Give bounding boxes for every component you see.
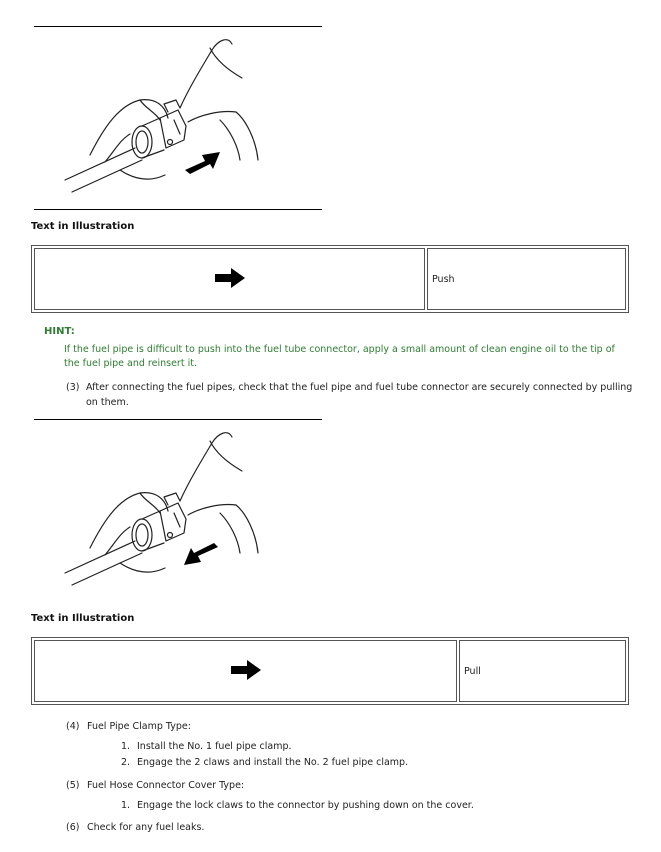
legend-text-push: Push [427,248,626,310]
step5-text: Fuel Hose Connector Cover Type: [87,780,245,791]
step6-text: Check for any fuel leaks. [87,822,205,833]
hint-text: If the fuel pipe is difficult to push into the fuel tube connector, apply a small amount of clean engine oil to the tip of the fuel pipe and reinsert it. [64,344,615,369]
legend-symbol-cell [34,640,457,702]
figure2-top-rule [34,419,322,420]
step5-substep-1-text: Engage the lock claws to the connector by pushing down on the cover. [137,800,474,811]
legend-symbol-cell [34,248,425,310]
push-arrow-icon [185,152,220,174]
right-arrow-icon [231,660,261,680]
figure1-top-rule [34,26,322,27]
legend-table-1 [31,245,629,313]
step3-number: (3) [66,382,80,393]
section2-title: Text in Illustration [31,613,135,624]
step5-number: (5) [66,780,80,791]
step4-number: (4) [66,721,80,732]
step4-substep-2-num: 2. [121,757,131,768]
figure2-pull-illustration [60,423,260,598]
step6-number: (6) [66,822,80,833]
section1-title: Text in Illustration [31,221,135,232]
step3-text: After connecting the fuel pipes, check that the fuel pipe and fuel tube connector are securely connected by pulling on them. [86,382,633,408]
step5-substep-1-num: 1. [121,800,131,811]
hint-title: HINT: [44,326,75,337]
figure1-bottom-rule [34,209,322,210]
step4-substep-2-text: Engage the 2 claws and install the No. 2 fuel pipe clamp. [137,757,409,768]
figure2-bottom-rule [34,602,322,603]
step4-substep-1-num: 1. [121,741,131,752]
legend-text-pull: Pull [459,640,626,702]
right-arrow-icon [215,268,245,288]
step4-text: Fuel Pipe Clamp Type: [87,721,191,732]
pull-arrow-icon [184,543,218,565]
figure1-push-illustration [60,30,260,205]
step4-substep-1-text: Install the No. 1 fuel pipe clamp. [137,741,292,752]
legend-table-2 [31,637,629,705]
